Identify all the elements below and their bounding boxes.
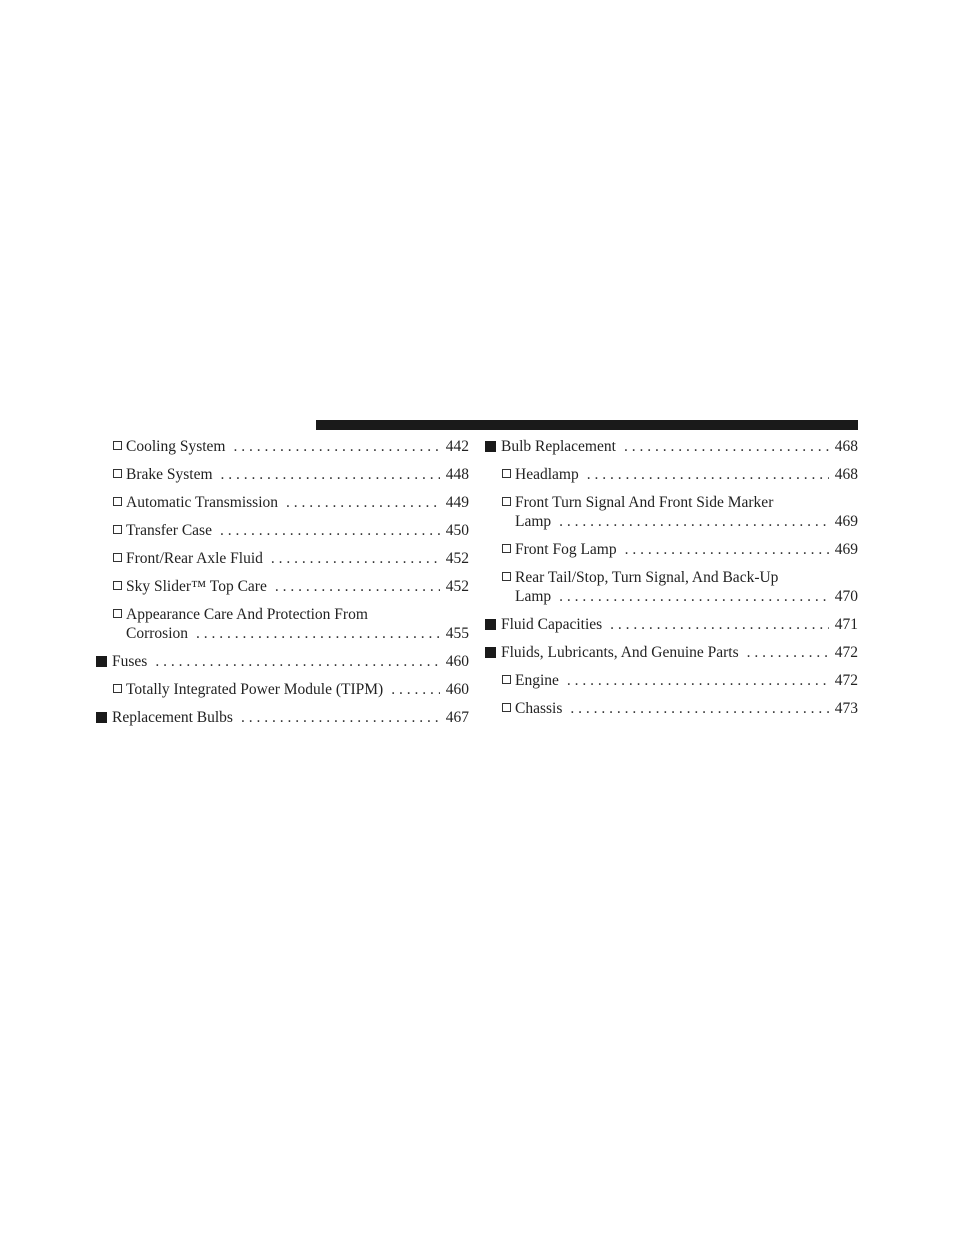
toc-entry-title: Lamp [515, 588, 552, 605]
toc-page-number: 448 [445, 466, 469, 483]
toc-entry[interactable] [485, 615, 858, 634]
hollow-square-bullet-icon [113, 437, 122, 456]
toc-entry-title: Engine [515, 672, 559, 689]
toc-entry[interactable] [485, 540, 858, 559]
hollow-square-bullet-icon [502, 493, 511, 512]
toc-entry[interactable] [96, 493, 469, 512]
dot-leader [241, 708, 440, 727]
toc-page-number: 442 [445, 438, 469, 455]
toc-page-number: 472 [834, 644, 858, 661]
toc-entry-title: Front/Rear Axle Fluid [126, 550, 263, 567]
toc-entry-title: Front Fog Lamp [515, 541, 617, 558]
toc-page-number: 469 [834, 513, 858, 530]
toc-entry[interactable] [96, 521, 469, 540]
toc-entry-title: Fuses [112, 653, 148, 670]
toc-page-number: 473 [834, 700, 858, 717]
hollow-square-bullet-icon [113, 465, 122, 484]
toc-page-number: 460 [445, 681, 469, 698]
hollow-square-bullet-icon [502, 465, 511, 484]
hollow-square-bullet-icon [113, 493, 122, 512]
hollow-square-bullet-icon [113, 521, 122, 540]
toc-entry-title: Corrosion [126, 625, 188, 642]
filled-square-bullet-icon [96, 652, 107, 671]
toc-page-number: 472 [834, 672, 858, 689]
toc-entry-title: Replacement Bulbs [112, 709, 233, 726]
toc-entry-title: Sky Slider™ Top Care [126, 578, 267, 595]
hollow-square-bullet-icon [502, 540, 511, 559]
toc-page-number: 470 [834, 588, 858, 605]
hollow-square-bullet-icon [502, 568, 511, 587]
dot-leader [221, 465, 440, 484]
toc-entry-title: Lamp [515, 513, 552, 530]
toc-entry[interactable] [485, 699, 858, 718]
toc-page-number: 460 [445, 653, 469, 670]
dot-leader [220, 521, 440, 540]
toc-entry-title: Brake System [126, 466, 213, 483]
toc-entry[interactable] [96, 549, 469, 568]
filled-square-bullet-icon [485, 643, 496, 662]
toc-entry[interactable] [96, 577, 469, 596]
toc-entry-title: Fluid Capacities [501, 616, 603, 633]
toc-left-column [96, 437, 469, 736]
toc-entry-title: Transfer Case [126, 522, 212, 539]
toc-entry[interactable] [485, 437, 858, 456]
hollow-square-bullet-icon [113, 577, 122, 596]
toc-entry[interactable] [485, 643, 858, 662]
toc-entry-title: Fluids, Lubricants, And Genuine Parts [501, 644, 739, 661]
toc-entry[interactable] [96, 652, 469, 671]
hollow-square-bullet-icon [502, 671, 511, 690]
toc-entry-title-line: Front Turn Signal And Front Side Marker [515, 494, 774, 511]
dot-leader [391, 680, 440, 699]
toc-page-number: 452 [445, 578, 469, 595]
dot-leader [275, 577, 440, 596]
toc-entry-title-line: Rear Tail/Stop, Turn Signal, And Back-Up [515, 569, 779, 586]
hollow-square-bullet-icon [502, 699, 511, 718]
toc-page-number: 468 [834, 466, 858, 483]
toc-entry-title: Cooling System [126, 438, 226, 455]
toc-page-number: 452 [445, 550, 469, 567]
filled-square-bullet-icon [485, 437, 496, 456]
dot-leader [559, 512, 829, 531]
dot-leader [196, 624, 440, 643]
toc-entry-title-line: Appearance Care And Protection From [126, 606, 368, 623]
section-header-bar [316, 420, 858, 430]
toc-entry-title: Bulb Replacement [501, 438, 616, 455]
dot-leader [625, 540, 829, 559]
dot-leader [559, 587, 829, 606]
hollow-square-bullet-icon [113, 549, 122, 568]
dot-leader [271, 549, 440, 568]
toc-page-number: 455 [445, 625, 469, 642]
filled-square-bullet-icon [96, 708, 107, 727]
hollow-square-bullet-icon [113, 680, 122, 699]
filled-square-bullet-icon [485, 615, 496, 634]
toc-page-number: 467 [445, 709, 469, 726]
toc-entry[interactable] [96, 605, 469, 643]
dot-leader [587, 465, 829, 484]
hollow-square-bullet-icon [113, 605, 122, 624]
toc-entry[interactable] [485, 568, 858, 606]
toc-page-number: 449 [445, 494, 469, 511]
toc-entry-title: Chassis [515, 700, 563, 717]
toc-entry[interactable] [96, 437, 469, 456]
toc-page-number: 471 [834, 616, 858, 633]
toc-entry[interactable] [485, 465, 858, 484]
toc-entry-title: Headlamp [515, 466, 579, 483]
dot-leader [567, 671, 829, 690]
toc-entry[interactable] [96, 465, 469, 484]
dot-leader [624, 437, 829, 456]
dot-leader [570, 699, 828, 718]
toc-entry[interactable] [96, 708, 469, 727]
toc-entry[interactable] [485, 493, 858, 531]
dot-leader [155, 652, 439, 671]
toc-entry[interactable] [485, 671, 858, 690]
toc-entry-title: Totally Integrated Power Module (TIPM) [126, 681, 384, 698]
dot-leader [747, 643, 829, 662]
dot-leader [286, 493, 440, 512]
dot-leader [233, 437, 439, 456]
toc-page-number: 450 [445, 522, 469, 539]
toc-entry[interactable] [96, 680, 469, 699]
dot-leader [610, 615, 829, 634]
toc-page-number: 468 [834, 438, 858, 455]
toc-page-number: 469 [834, 541, 858, 558]
toc-right-column [485, 437, 858, 727]
toc-entry-title: Automatic Transmission [126, 494, 279, 511]
